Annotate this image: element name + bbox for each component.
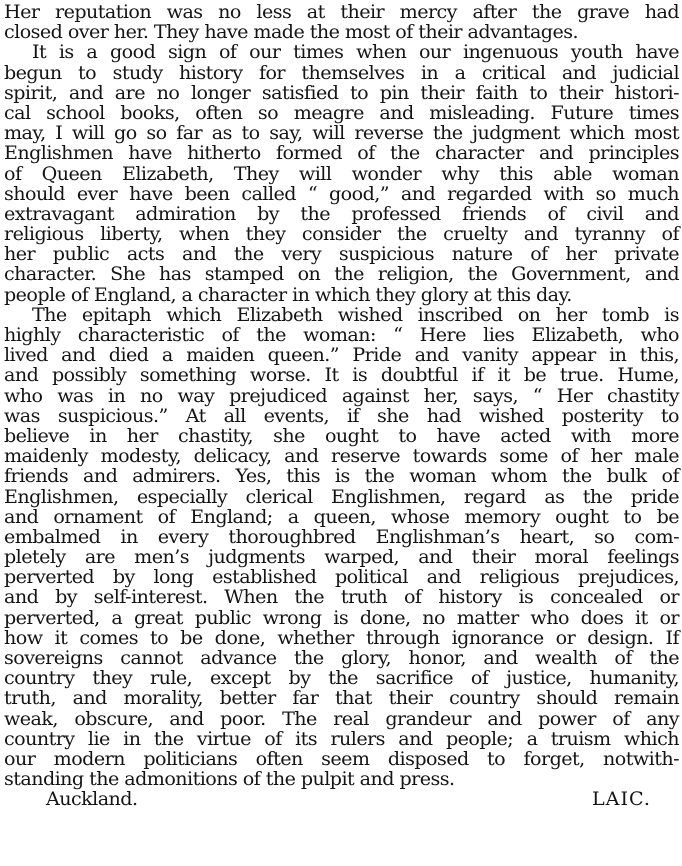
text-line: was suspicious.” At all events, if she had wished posterity to (4, 403, 679, 427)
paragraph-1 (4, 2, 679, 42)
text-line: spirit, and are no longer satisfied to pin their faith to their histori- (4, 80, 679, 104)
text-line: extravagant admiration by the professed friends of civil and (4, 201, 679, 225)
text-line: country they rule, except by the sacrifice of justice, humanity, (4, 666, 679, 690)
text-line: perverted, a great public wrong is done, no matter who does it or (4, 605, 679, 629)
text-line: Englishmen, especially clerical Englishmen, regard as the pride (4, 484, 679, 508)
text-line: may, I will go so far as to say, will reverse the judgment which most (4, 121, 679, 145)
text-line: It is a good sign of our times when our ingenuous youth have (32, 40, 679, 64)
text-line: pletely are men’s judgments warped, and their moral feelings (4, 545, 679, 569)
text-line: who was in no way prejudiced against her, says, “ Her chastity (4, 383, 679, 407)
text-line: of Queen Elizabeth, They will wonder why this able woman (4, 161, 679, 185)
text-line: people of England, a character in which they glory at this day. (4, 282, 572, 306)
text-line: closed over her. They have made the most of their advantages. (4, 20, 578, 44)
text-line: believe in her chastity, she ought to have acted with more (4, 423, 679, 447)
letter-column (4, 2, 679, 810)
text-line: standing the admonitions of the pulpit and press. (4, 767, 455, 791)
signoff-place: Auckland. (46, 787, 138, 811)
text-line: how it comes to be done, whether through ignorance or design. If (4, 625, 679, 649)
text-line: maidenly modesty, delicacy, and reserve towards some of her male (4, 444, 679, 468)
text-line: perverted by long established political and religious prejudices, (4, 565, 679, 589)
paragraph-2 (4, 42, 679, 304)
text-line: friends and admirers. Yes, this is the woman whom the bulk of (4, 464, 679, 488)
text-line: country lie in the virtue of its rulers and people; a truism which (4, 726, 679, 750)
paragraph-3 (4, 302, 679, 791)
signoff (4, 789, 679, 809)
text-line: should ever have been called “ good,” and regarded with so much (4, 181, 679, 205)
text-line: and by self-interest. When the truth of history is concealed or (4, 585, 679, 609)
text-line: truth, and morality, better far that their country should remain (4, 686, 679, 710)
text-line: character. She has stamped on the religion, the Government, and (4, 262, 679, 286)
text-line: her public acts and the very suspicious nature of her private (4, 242, 679, 266)
text-line: embalmed in every thoroughbred Englishman’s heart, so com- (4, 524, 679, 548)
text-line: Englishmen have hitherto formed of the character and principles (4, 141, 679, 165)
text-line: begun to study history for themselves in a critical and judicial (4, 60, 679, 84)
text-line: and possibly something worse. It is doubtful if it be true. Hume, (4, 363, 679, 387)
text-line: Her reputation was no less at their mercy after the grave had (4, 0, 679, 23)
text-line: highly characteristic of the woman: “ Here lies Elizabeth, who (4, 323, 679, 346)
text-line: The epitaph which Elizabeth wished inscribed on her tomb is (32, 302, 679, 326)
text-line: our modern politicians often seem disposed to forget, notwith- (4, 746, 679, 770)
text-line: sovereigns cannot advance the glory, honor, and wealth of the (4, 646, 679, 669)
text-line: religious liberty, when they consider the cruelty and tyranny of (4, 222, 679, 246)
text-line: lived and died a maiden queen.” Pride and vanity appear in this, (4, 343, 679, 367)
text-line: weak, obscure, and poor. The real grandeur and power of any (4, 706, 679, 730)
text-line: and ornament of England; a queen, whose memory ought to be (4, 504, 679, 528)
signoff-author: LAIC. (591, 787, 651, 811)
text-line: cal school books, often so meagre and misleading. Future times (4, 100, 679, 124)
